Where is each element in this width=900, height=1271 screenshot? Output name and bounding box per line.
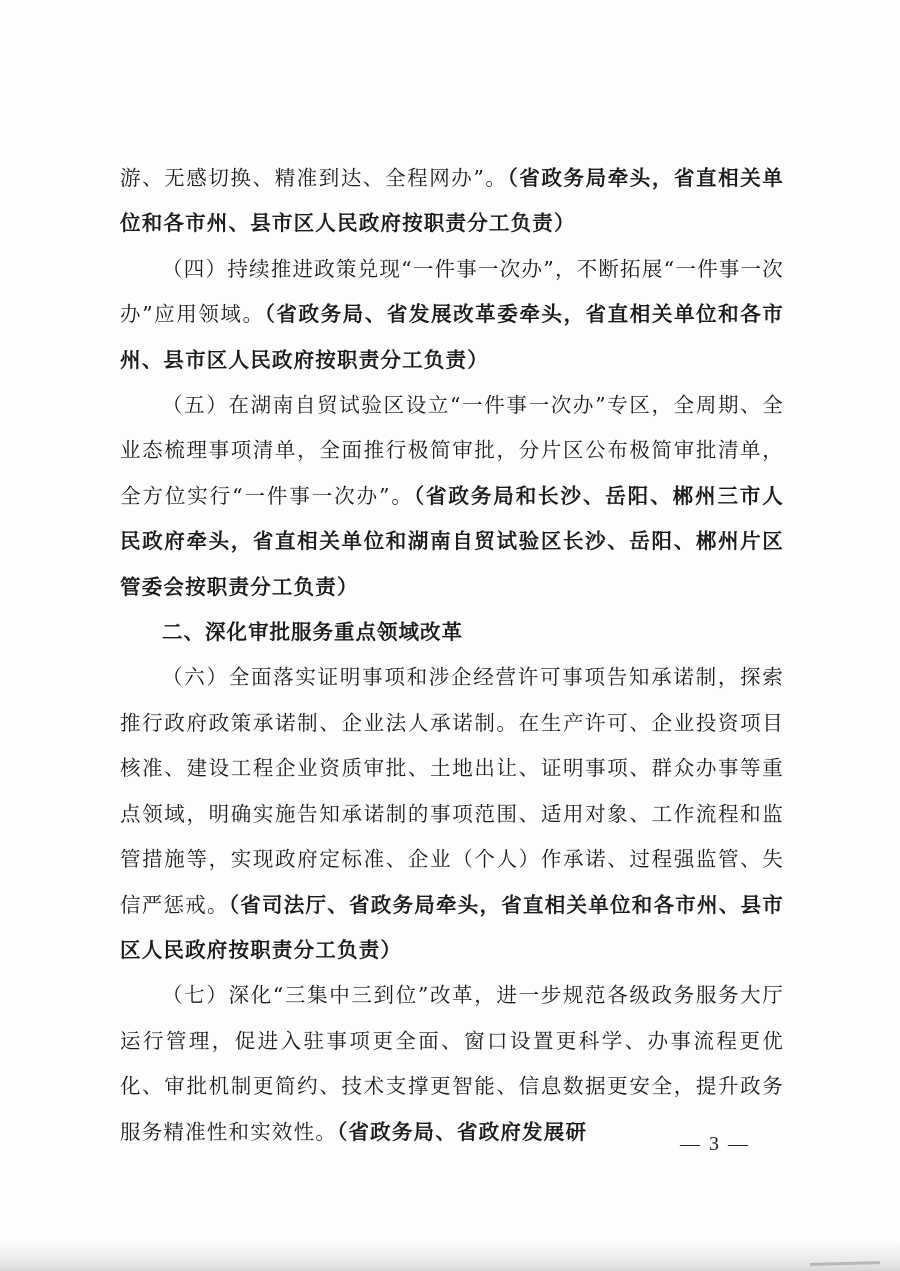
- page-number: — 3 —: [680, 1133, 750, 1155]
- paragraph-text: 游、无感切换、精准到达、全程网办”。: [120, 166, 508, 190]
- section-heading: 二、深化审批服务重点领域改革: [162, 620, 464, 645]
- paragraph-item-7: [120, 973, 784, 1155]
- responsibility-note: （省政务局牵头，省直相关单位和各市州、县市区人民政府按职责分工负责）: [120, 166, 784, 236]
- paragraph-item-5: [120, 383, 784, 610]
- document-body: [120, 156, 784, 1155]
- paragraph-item-6: [120, 655, 784, 973]
- scan-edge-shadow: [0, 1241, 900, 1271]
- paragraph-text: （五）在湖南自贸试验区设立“一件事一次办”专区，全周期、全业态梳理事项清单，全面推行极简审批，分片区公布极简审批清单，全方位实行“一件事一次办”。: [120, 393, 784, 508]
- paragraph-continuation: [120, 156, 784, 247]
- responsibility-note: （省政务局、省发展改革委牵头，省直相关单位和各市州、县市区人民政府按职责分工负责）: [120, 302, 784, 372]
- paragraph-item-4: [120, 247, 784, 383]
- paragraph-text: （四）持续推进政策兑现“一件事一次办”，不断拓展“一件事一次办”应用领域。: [120, 256, 784, 327]
- paragraph-text: （六）全面落实证明事项和涉企经营许可事项告知承诺制，探索推行政府政策承诺制、企业法人承诺制。在生产许可、企业投资项目核准、建设工程企业资质审批、土地出让、证明事项、群众办事等重点领域，明确实施告知承诺制的事项范围、适用对象、工作流程和监管措施等，实现政府定标准、企业（个人）作承诺、过程强监管、失信严惩戒。: [120, 665, 784, 917]
- responsibility-note: （省政务局、省政府发展研: [337, 1119, 588, 1144]
- paragraph-text: （七）深化“三集中三到位”改革，进一步规范各级政务服务大厅运行管理，促进入驻事项更全面、窗口设置更科学、办事流程更优化、审批机制更简约、技术支撑更智能、信息数据更安全，提升政务服务精准性和实效性。: [120, 983, 784, 1144]
- responsibility-note: （省政务局和长沙、岳阳、郴州三市人民政府牵头，省直相关单位和湖南自贸试验区长沙、岳阳、郴州片区管委会按职责分工负责）: [120, 483, 785, 599]
- responsibility-note: （省司法厅、省政务局牵头，省直相关单位和各市州、县市区人民政府按职责分工负责）: [120, 892, 785, 962]
